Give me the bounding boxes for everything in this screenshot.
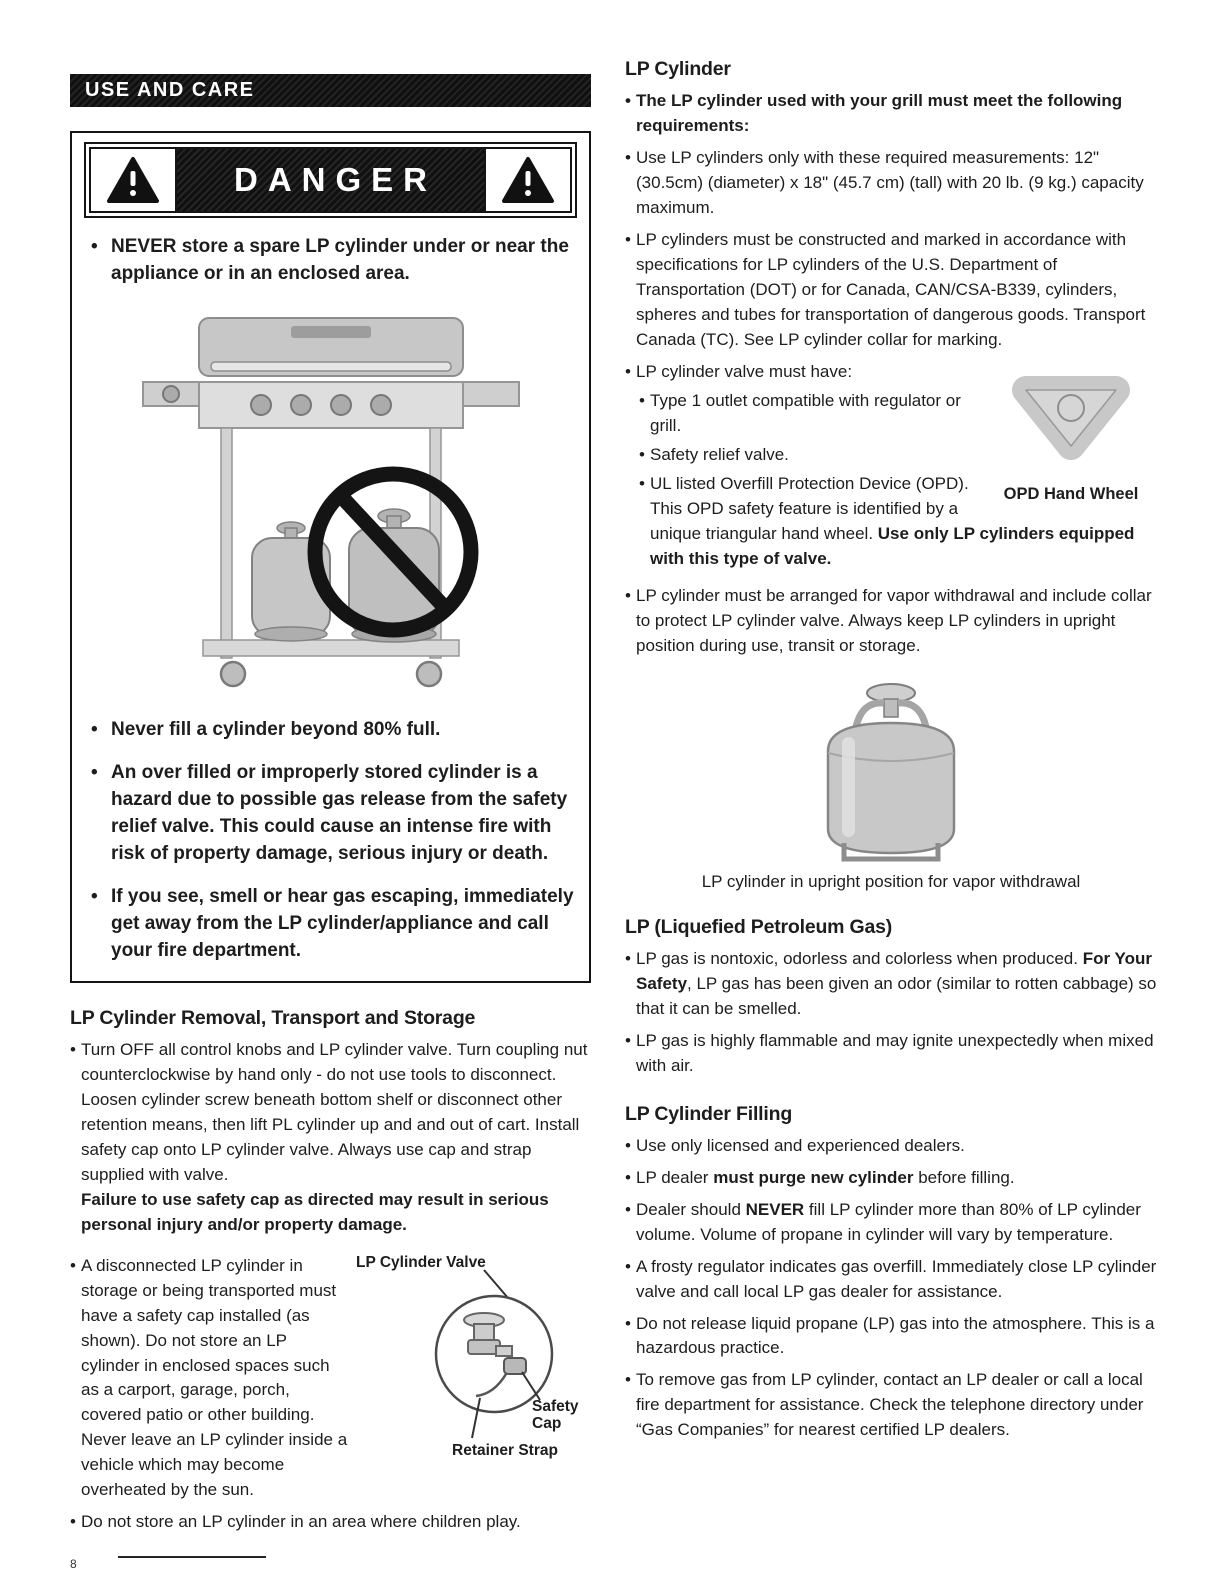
- safety-cap-warning-text: Failure to use safety cap as directed may result in serious personal injury and/or property damage.: [81, 1189, 549, 1234]
- lp-cylinder-icon: [786, 671, 996, 863]
- text-run: LP gas is nontoxic, odorless and colorless when produced.: [636, 948, 1083, 968]
- danger-bullet-escape: [84, 884, 577, 965]
- text-run: LP gas is highly flammable and may ignite unexpectedly when mixed with air.: [636, 1030, 1154, 1075]
- requirements-intro-bullet: [625, 89, 1157, 139]
- never-bold-text: NEVER: [745, 1199, 805, 1219]
- text-run: The LP cylinder used with your grill must meet the following requirements:: [636, 91, 1123, 135]
- opd-bold-text: Use only LP cylinders equipped with this type of valve.: [650, 523, 1135, 568]
- lp-gas-bullet-2: [625, 1029, 1157, 1079]
- removal-paragraph: [70, 1038, 591, 1238]
- text-run: To remove gas from LP cylinder, contact an LP dealer or call a local fire department for assistance. Check the telephone directory under “Gas Companies” for nearest certified LP dealers.: [636, 1370, 1144, 1440]
- text-run: Never fill a cylinder beyond 80% full.: [111, 718, 441, 740]
- danger-title-bar: [177, 149, 484, 211]
- use-and-care-label: USE AND CARE: [85, 79, 255, 101]
- danger-bullet-fill: [84, 717, 577, 744]
- text-run: Safety relief valve.: [650, 444, 789, 464]
- right-column: [625, 58, 1157, 1443]
- label-lp-cylinder-valve: LP Cylinder Valve: [356, 1253, 486, 1271]
- opd-caption: OPD Hand Wheel: [1003, 484, 1139, 503]
- warning-triangle-icon-left: [91, 149, 177, 211]
- text-run: UL listed Overfill Protection Device (OPD). This OPD safety feature is identified by a unique triangular hand wheel.: [650, 473, 969, 543]
- lp-gas-heading: LP (Liquefied Petroleum Gas): [625, 915, 893, 938]
- danger-title: DANGER: [233, 161, 437, 198]
- children-paragraph: [70, 1510, 591, 1535]
- grill-with-cylinders-icon: [141, 304, 521, 696]
- text-run: fill LP cylinder more than 80% of LP cylinder volume. Volume of propane in cylinder will vary by temperature.: [636, 1199, 1141, 1244]
- text-run: LP cylinder must be arranged for vapor withdrawal and include collar to protect LP cylinder valve. Always keep LP cylinders in upright position during use, transit or storage.: [636, 585, 1152, 655]
- lp-gas-bullet-1: [625, 947, 1157, 1022]
- text-run: Do not store an LP cylinder in an area where children play.: [81, 1512, 521, 1532]
- filling-bullet-5: [625, 1312, 1157, 1362]
- text-run: before filling.: [913, 1167, 1015, 1187]
- filling-bullet-4: [625, 1255, 1157, 1305]
- filling-bullet-6: [625, 1368, 1157, 1443]
- valve-must-have-bullet: [625, 360, 1157, 385]
- lp-cylinder-figure: [786, 671, 996, 868]
- text-run: NEVER store a spare LP cylinder under or near the appliance or in an enclosed area.: [111, 236, 569, 284]
- text-run: Dealer should: [636, 1199, 746, 1219]
- text-run: Use LP cylinders only with these required measurements: 12" (30.5cm) (diameter) x 18" (45.7 cm) (tall) with 20 lb. (9 kg.) capacity maximum.: [636, 147, 1144, 217]
- label-retainer-strap: Retainer Strap: [452, 1441, 558, 1459]
- warning-triangle-icon: [106, 156, 160, 204]
- opd-sub-bullet: [639, 472, 1157, 572]
- label-safety-cap: Safety Cap: [532, 1397, 579, 1432]
- warning-triangle-icon: [501, 156, 555, 204]
- filling-bullet-3: [625, 1198, 1157, 1248]
- storage-paragraph: [70, 1254, 591, 1504]
- text-run: Type 1 outlet compatible with regulator or grill.: [650, 390, 961, 435]
- text-run: Use only licensed and experienced dealers.: [636, 1135, 965, 1155]
- filling-bullet-2: [625, 1166, 1157, 1191]
- footer-rule: [118, 1556, 266, 1558]
- danger-banner-inner: [89, 147, 572, 213]
- text-run: , LP gas has been given an odor (similar to rotten cabbage) so that it can be smelled.: [636, 973, 1157, 1018]
- text-run: LP cylinders must be constructed and marked in accordance with specifications for LP cylinders of the U.S. Department of Transportation (DOT) or for Canada, CAN/CSA-B339, cylinders, spheres and tubes for transportation of dangerous goods. Transport Canada (TC). See LP cylinder collar for marking.: [636, 229, 1146, 349]
- valve-requirements-block: [625, 360, 1157, 572]
- type1-sub-bullet: [639, 389, 1157, 439]
- page-number: 8: [70, 1557, 77, 1572]
- storage-block: [70, 1254, 591, 1504]
- relief-sub-bullet: [639, 443, 1157, 468]
- danger-bullet-store: [84, 234, 577, 288]
- use-and-care-header: [70, 74, 591, 107]
- text-run: Do not release liquid propane (LP) gas into the atmosphere. This is a hazardous practice.: [636, 1313, 1155, 1358]
- text-run: LP dealer: [636, 1167, 714, 1187]
- text-run: LP cylinder valve must have:: [636, 361, 853, 381]
- danger-bullet-overfilled: [84, 760, 577, 868]
- text-run: A disconnected LP cylinder in storage or being transported must have a safety cap installed (as shown). Do not store an LP cylinder in enclosed spaces such as a carport, garage, porch, covered patio or other building. Never leave an LP cylinder inside a vehicle which may become overheated by the sun.: [81, 1255, 348, 1500]
- text-run: Turn OFF all control knobs and LP cylinder valve. Turn coupling nut counterclockwise by hand only - do not use tools to disconnect. Loosen cylinder screw beneath bottom shelf or disconnect other retention means, then lift PL cylinder up and and out of cart. Install safety cap onto LP cylinder valve. Always use cap and strap supplied with valve.: [81, 1039, 588, 1184]
- dot-spec-bullet: [625, 228, 1157, 353]
- purge-bold-text: must purge new cylinder: [713, 1167, 914, 1187]
- grill-illustration: [141, 304, 521, 701]
- text-run: An over filled or improperly stored cylinder is a hazard due to possible gas release from the safety relief valve. This could cause an intense fire with risk of property damage, serious injury or death.: [111, 761, 568, 864]
- measurements-bullet: [625, 146, 1157, 221]
- removal-heading: LP Cylinder Removal, Transport and Storage: [70, 1006, 476, 1029]
- danger-banner: [84, 142, 577, 218]
- danger-box: [70, 131, 591, 983]
- lp-cylinder-heading: LP Cylinder: [625, 58, 731, 80]
- left-column: [70, 74, 591, 1571]
- filling-bullet-1: [625, 1134, 1157, 1159]
- text-run: If you see, smell or hear gas escaping, immediately get away from the LP cylinder/appliance and call your fire department.: [111, 885, 574, 961]
- for-your-safety-text: For Your Safety: [636, 948, 1152, 993]
- filling-heading: LP Cylinder Filling: [625, 1102, 793, 1125]
- cylinder-caption: LP cylinder in upright position for vapor withdrawal: [701, 871, 1081, 891]
- warning-triangle-icon-right: [484, 149, 570, 211]
- text-run: A frosty regulator indicates gas overfill. Immediately close LP cylinder valve and call local LP gas dealer for assistance.: [636, 1256, 1157, 1301]
- vapor-withdrawal-bullet: [625, 584, 1157, 659]
